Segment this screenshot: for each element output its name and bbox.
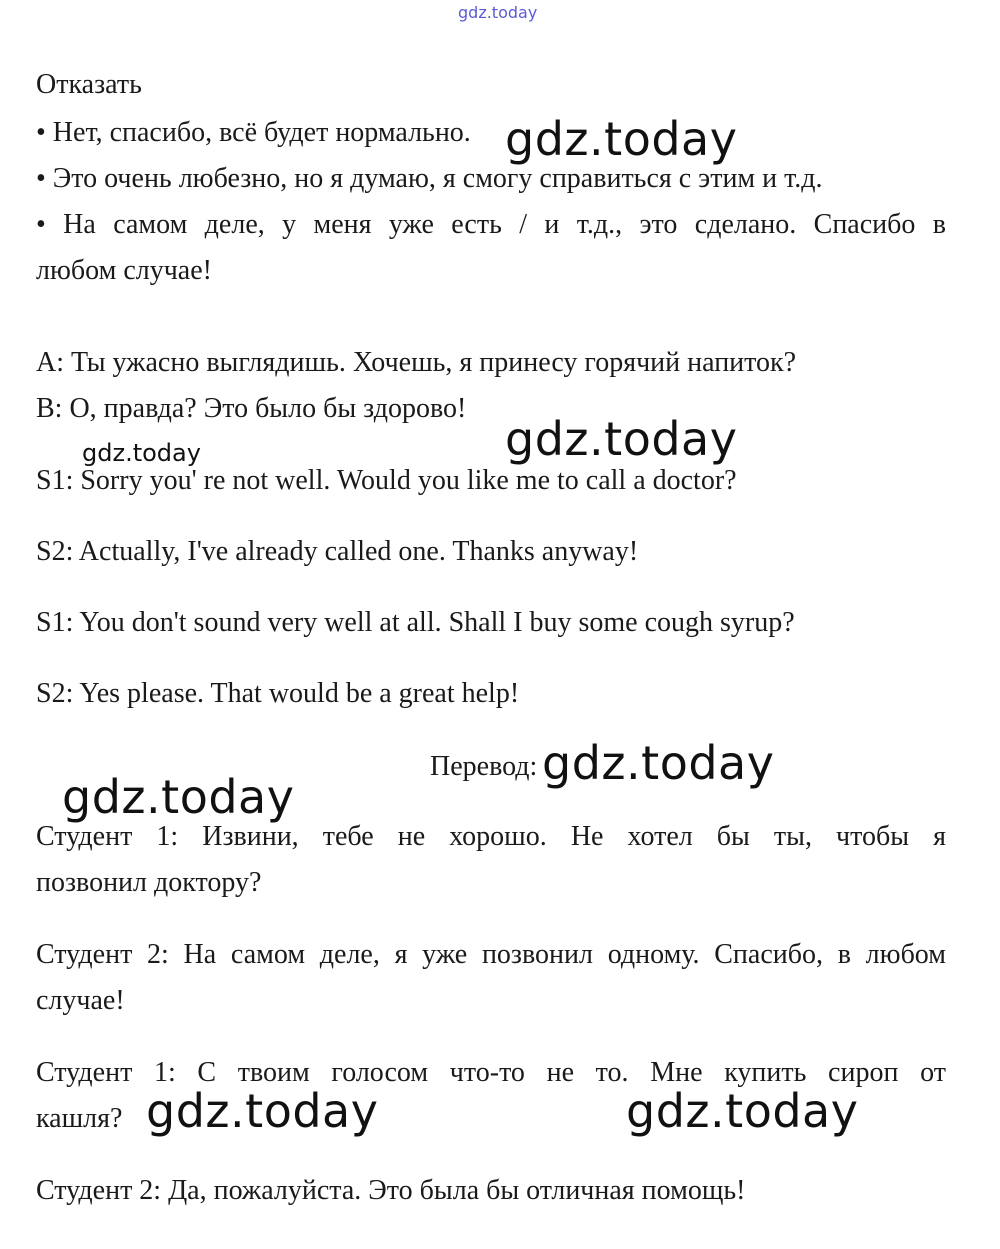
bullet-line: любом случае! [36, 255, 212, 286]
dialogue-line: S1: You don't sound very well at all. Shall I buy some cough syrup? [36, 607, 795, 638]
watermark: gdz.today [146, 1084, 379, 1138]
translation-line: позвонил доктору? [36, 867, 262, 898]
bullet-line: • На самом деле, у меня уже есть / и т.д., это сделано. Спасибо в [36, 209, 946, 240]
translation-line: кашля? [36, 1103, 123, 1134]
watermark-top: gdz.today [458, 3, 538, 22]
watermark: gdz.today [626, 1084, 859, 1138]
watermark: gdz.today [62, 770, 295, 824]
bullet-line: • Это очень любезно, но я думаю, я смогу справиться с этим и т.д. [36, 163, 823, 194]
bullet-line: • Нет, спасибо, всё будет нормально. [36, 117, 471, 148]
translation-line: Студент 2: Да, пожалуйста. Это была бы отличная помощь! [36, 1175, 746, 1206]
translation-line: Студент 1: С твоим голосом что-то не то. Мне купить сироп от [36, 1057, 946, 1088]
translation-line: случае! [36, 985, 125, 1016]
watermark: gdz.today [542, 736, 775, 790]
watermark: gdz.today [505, 412, 738, 466]
dialogue-line: В: О, правда? Это было бы здорово! [36, 393, 467, 424]
dialogue-line: S1: Sorry you' re not well. Would you like me to call a doctor? [36, 465, 737, 496]
translation-line: Студент 1: Извини, тебе не хорошо. Не хотел бы ты, чтобы я [36, 821, 946, 852]
translation-line: Студент 2: На самом деле, я уже позвонил одному. Спасибо, в любом [36, 939, 946, 970]
dialogue-line: S2: Yes please. That would be a great help! [36, 678, 520, 709]
dialogue-line: А: Ты ужасно выглядишь. Хочешь, я принесу горячий напиток? [36, 347, 797, 378]
translation-heading: Перевод: [430, 751, 538, 782]
section-heading-refuse: Отказать [36, 69, 142, 100]
watermark: gdz.today [505, 112, 738, 166]
dialogue-line: S2: Actually, I've already called one. Thanks anyway! [36, 536, 639, 567]
watermark: gdz.today [82, 439, 201, 467]
